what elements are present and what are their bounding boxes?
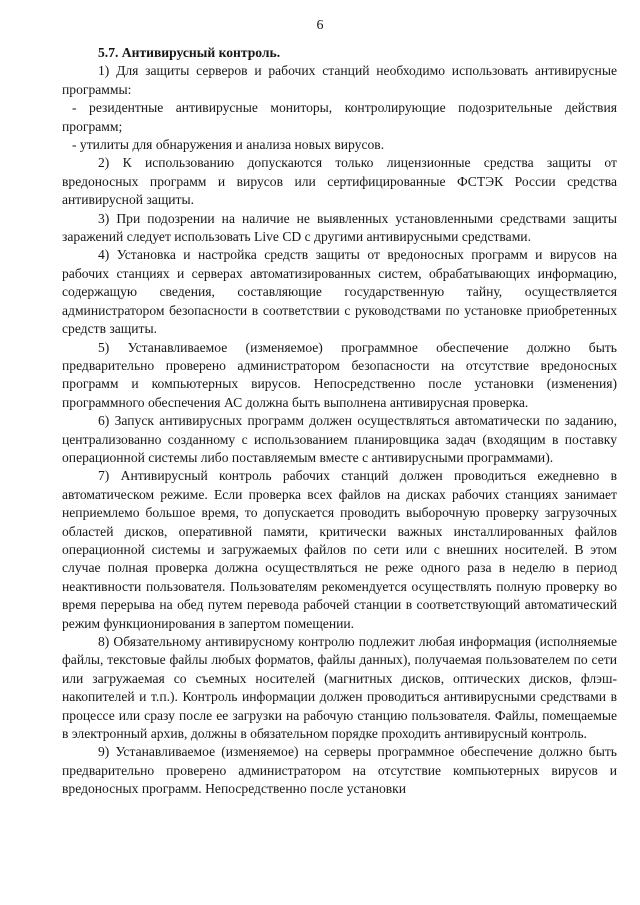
paragraph-7: 7) Антивирусный контроль рабочих станций должен проводиться ежедневно в автоматическом режиме. Если проверка всех файлов на дисках рабочих станциях занимает неприемлемо большое время, то допускается проводить выборочную проверку загрузочных областей дисков, оперативной памяти, критически важных инсталлированных файлов операционной системы и загружаемых файлов по сети или с внешних носителей. В этом случае полная проверка должна осуществляться не реже одного раза в неделю в период неактивности пользователя. Пользователям рекомендуется осуществлять полную проверку во время перерыва на обед путем перевода рабочей станции в соответствующий автоматический режим функционирования в запертом помещении. xyxy=(62,468,617,631)
paragraph-3: 3) При подозрении на наличие не выявленных установленными средствами защиты заражений следует использовать Live CD с другими антивирусными средствами. xyxy=(62,210,617,245)
paragraph-8: 8) Обязательному антивирусному контролю подлежит любая информация (исполняемые файлы, текстовые файлы любых форматов, файлы данных), получаемая пользователем по сети или загружаемая со съемных носителей (магнитных дисков, оптических дисков, флэш-накопителей и т.п.). Контроль информации должен проводиться антивирусными средствами в процессе или сразу после ее загрузки на рабочую станцию пользователя. Файлы, помещаемые в электронный архив, должны в обязательном порядке проходить антивирусный контроль. xyxy=(62,634,617,742)
paragraph-1: 1) Для защиты серверов и рабочих станций необходимо использовать антивирусные программы: xyxy=(62,63,617,97)
page-number: 6 xyxy=(316,18,324,33)
list-item-resident-monitors: - резидентные антивирусные мониторы, контролирующие подозрительные действия программ; xyxy=(62,100,617,134)
section-title: 5.7. Антивирусный контроль. xyxy=(98,45,281,60)
paragraph-2: 2) К использованию допускаются только лицензионные средства защиты от вредоносных программ и вирусов или сертифицированные ФСТЭК России средства антивирусной защиты. xyxy=(62,155,617,208)
document-body xyxy=(62,44,617,799)
paragraph-6: 6) Запуск антивирусных программ должен осуществляться автоматически по заданию, централизованно созданному с использованием планировщика задач (входящим в поставку операционной системы либо поставляемым вместе с антивирусными программами). xyxy=(62,413,617,465)
paragraph-4: 4) Установка и настройка средств защиты от вредоносных программ и вирусов на рабочих станциях и серверах автоматизированных систем, обрабатывающих информацию, содержащую сведения, составляющие государственную тайну, осуществляется администратором безопасности в соответствии с руководствами по установке приобретенных средств защиты. xyxy=(62,247,617,337)
list-item-utilities: - утилиты для обнаружения и анализа новых вирусов. xyxy=(72,137,385,153)
paragraph-9: 9) Устанавливаемое (изменяемое) на серверы программное обеспечение должно быть предварительно проверено администратором на отсутствие компьютерных вирусов и вредоносных программ. Непосредственно после установки xyxy=(62,744,617,797)
paragraph-5: 5) Устанавливаемое (изменяемое) программное обеспечение должно быть предварительно проверено администратором безопасности на отсутствие вредоносных программ и компьютерных вирусов. Непосредственно после установки (изменения) программного обеспечения АС должна быть выполнена антивирусная проверка. xyxy=(62,339,617,410)
